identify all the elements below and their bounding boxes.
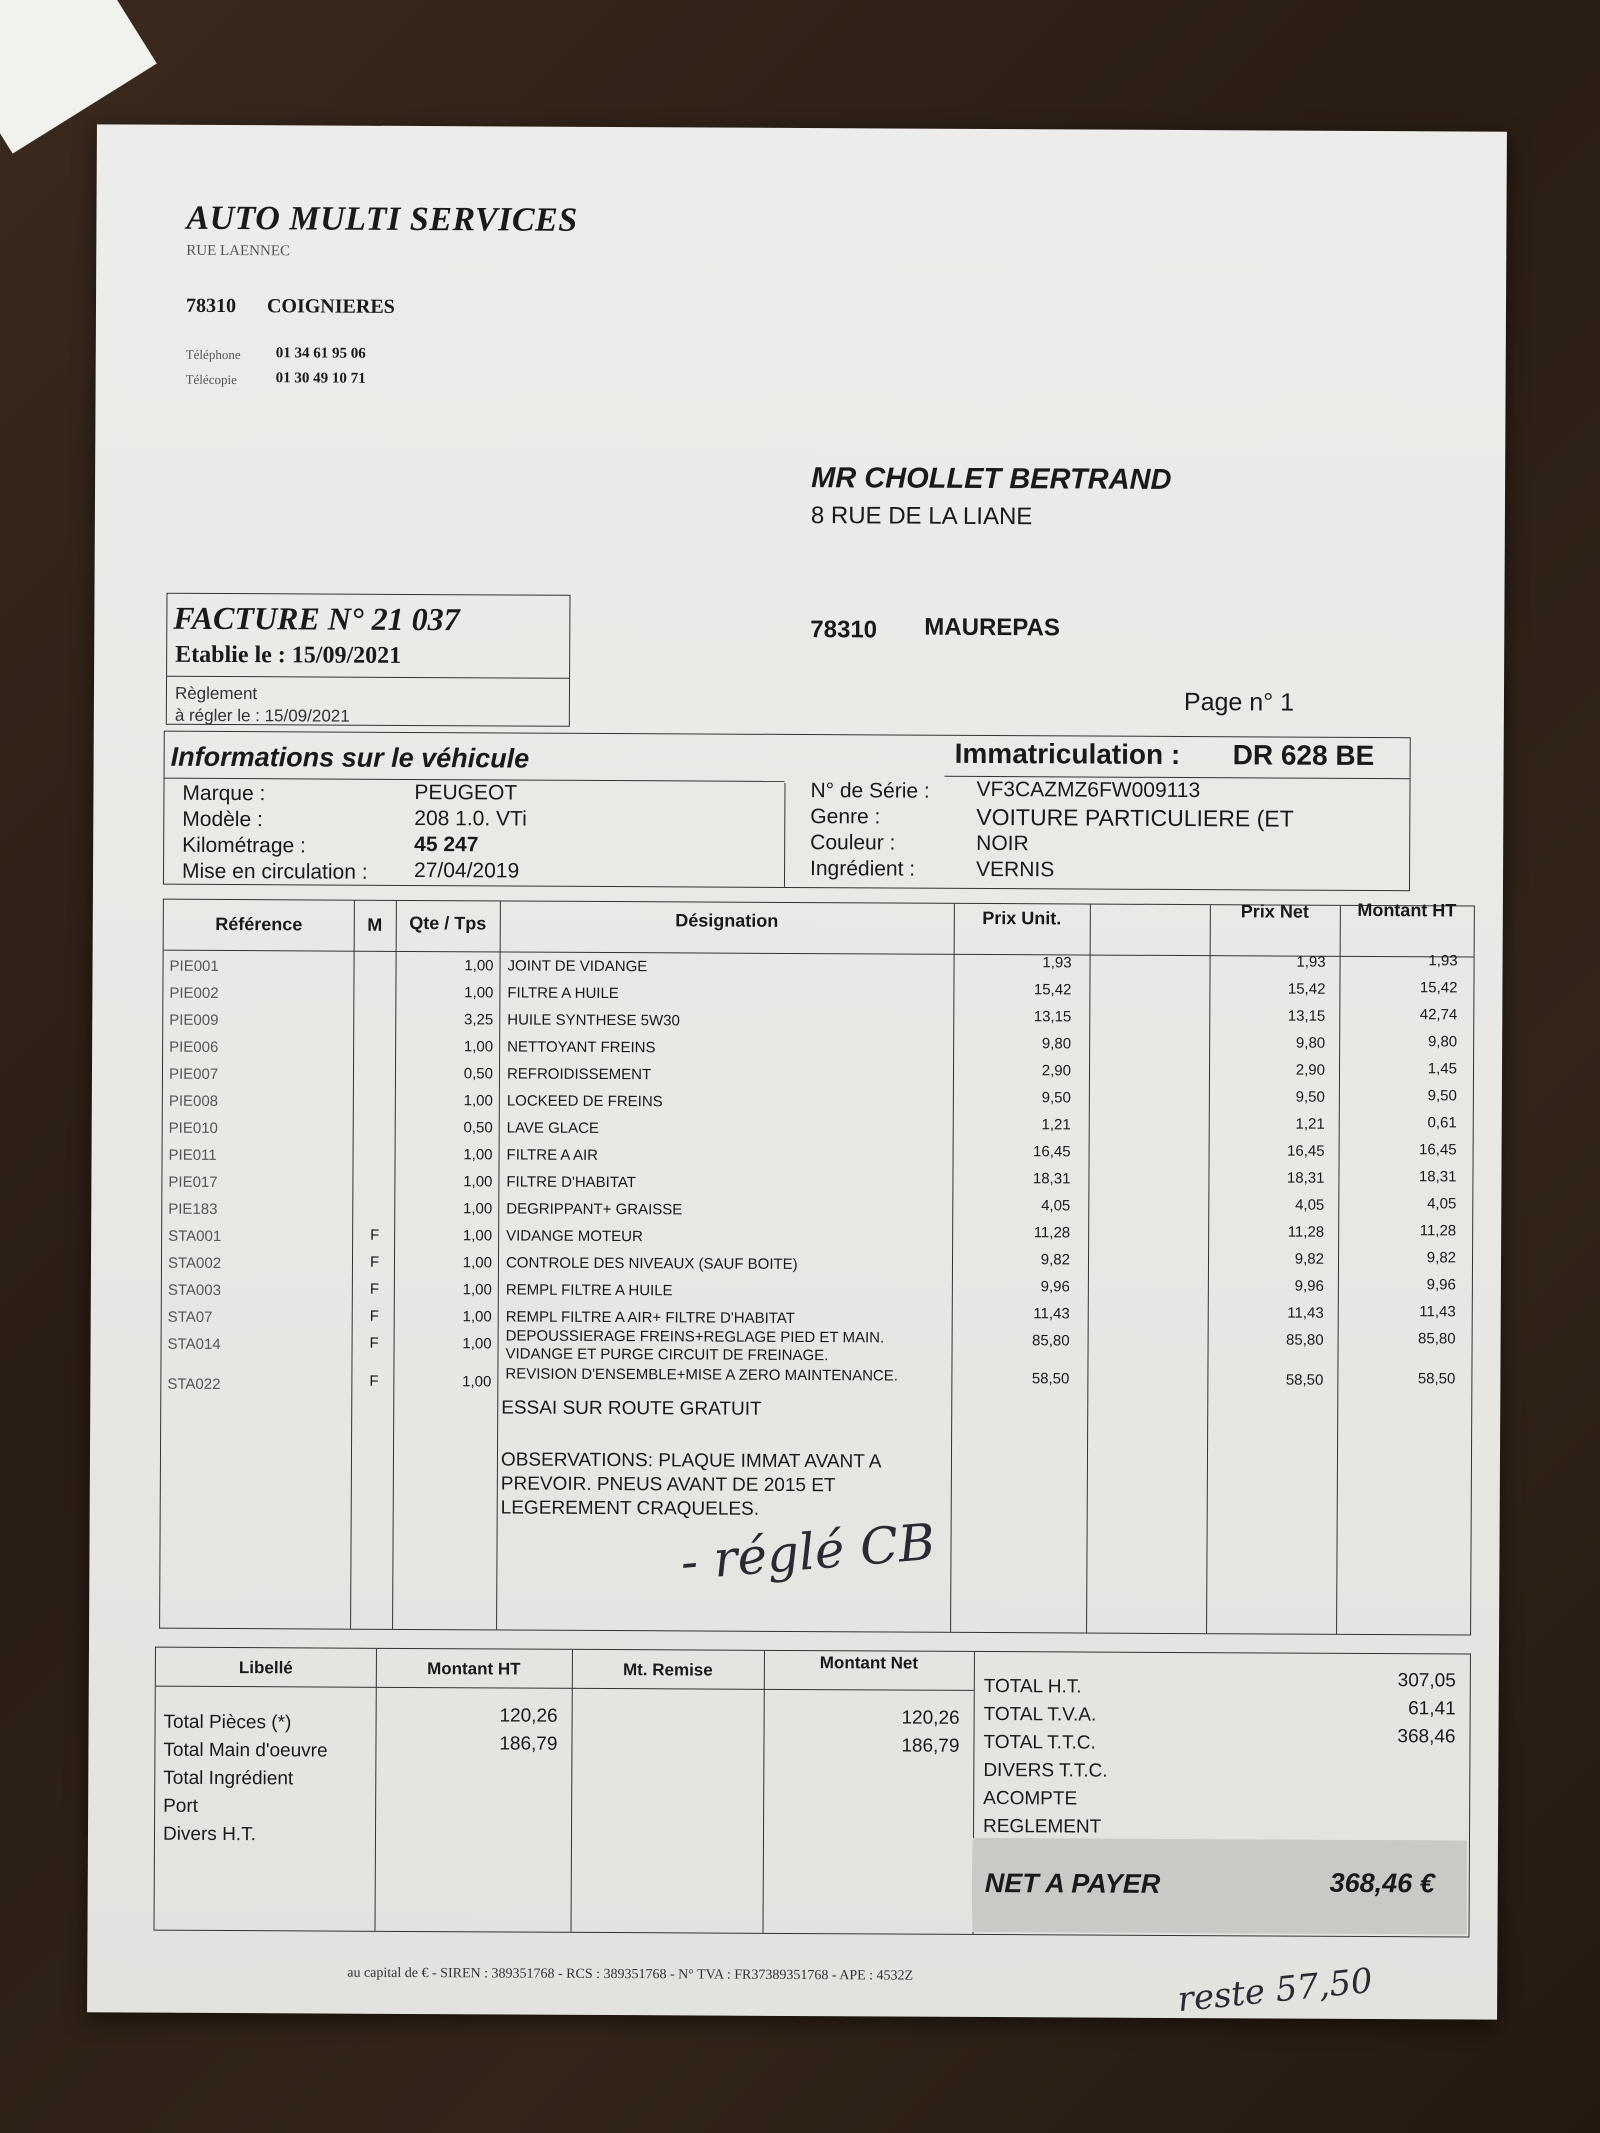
row-net-price: 15,42: [1287, 980, 1326, 998]
row-designation: REMPL FILTRE A HUILE: [505, 1281, 673, 1300]
row-amount: 42,74: [1419, 1006, 1458, 1024]
telephone-number: 01 34 61 95 06: [275, 345, 366, 362]
summary-row-label: Total Pièces (*): [163, 1711, 292, 1734]
divider: [784, 783, 786, 887]
row-reference: PIE017: [168, 1173, 218, 1191]
vehicle-brand: PEUGEOT: [414, 780, 518, 805]
color: NOIR: [976, 831, 1029, 856]
row-designation: REFROIDISSEMENT: [506, 1065, 652, 1084]
vehicle-brand-label: Marque :: [182, 781, 266, 806]
total-vat-value: 61,41: [1408, 1698, 1456, 1720]
row-reference: PIE008: [168, 1092, 219, 1110]
vehicle-section-title: Informations sur le véhicule: [170, 741, 530, 774]
client-street: 8 RUE DE LA LIANE: [810, 502, 1033, 531]
row-designation: FILTRE A AIR: [506, 1146, 599, 1164]
header-reference: Référence: [215, 913, 303, 935]
summary-row-label: Port: [163, 1795, 199, 1817]
payment-label: REGLEMENT: [982, 1815, 1102, 1838]
summary-row-net: 120,26: [901, 1707, 960, 1729]
telephone-label: Téléphone: [185, 346, 241, 363]
column-divider: [392, 901, 397, 1629]
row-amount: 11,28: [1419, 1222, 1457, 1240]
header-amount-ht: Montant HT: [427, 1659, 521, 1679]
header-unit-price: Prix Unit.: [982, 907, 1062, 929]
row-reference: PIE011: [168, 1146, 217, 1164]
row-quantity: 1,00: [463, 1038, 494, 1056]
row-designation: CONTROLE DES NIVEAUX (SAUF BOITE): [505, 1254, 798, 1274]
company-city-line: [186, 295, 395, 319]
fax-label: Télécopie: [185, 371, 237, 388]
row-amount: 1,93: [1428, 952, 1458, 970]
row-unit-price: 15,42: [1033, 981, 1072, 999]
row-m: F: [369, 1307, 379, 1325]
row-reference: STA014: [167, 1335, 221, 1353]
net-to-pay-label: NET A PAYER: [984, 1867, 1161, 1899]
row-designation-line-2: VIDANGE ET PURGE CIRCUIT DE FREINAGE.: [505, 1345, 829, 1365]
company-postal-code: 78310: [185, 294, 237, 318]
row-reference: PIE010: [168, 1119, 218, 1137]
row-quantity: 0,50: [463, 1065, 494, 1083]
misc-ttc-label: DIVERS T.T.C.: [983, 1759, 1108, 1782]
row-net-price: 1,21: [1295, 1115, 1325, 1133]
summary-table: [153, 1647, 1470, 1938]
company-name: AUTO MULTI SERVICES: [186, 199, 578, 239]
row-designation: LAVE GLACE: [506, 1119, 600, 1137]
invoice-title: FACTURE N° 21 037: [173, 599, 460, 638]
summary-row-net: 186,79: [901, 1735, 960, 1757]
fax-number: 01 30 49 10 71: [275, 370, 366, 387]
row-unit-price: 4,05: [1041, 1197, 1071, 1215]
row-reference: PIE007: [168, 1065, 219, 1083]
total-vat-label: TOTAL T.V.A.: [983, 1703, 1097, 1726]
header-amount: Montant HT: [1357, 899, 1457, 921]
row-m: F: [369, 1372, 379, 1390]
payment-due-date: à régler le : 15/09/2021: [174, 705, 350, 726]
items-table: [159, 899, 1475, 1636]
header-designation: Désignation: [675, 910, 779, 931]
row-designation: REMPL FILTRE A AIR+ FILTRE D'HABITAT: [505, 1308, 795, 1327]
row-quantity: 1,00: [462, 1227, 493, 1245]
row-unit-price: 9,82: [1040, 1251, 1071, 1269]
row-unit-price: 11,28: [1033, 1224, 1071, 1242]
invoice-date: Etablie le : 15/09/2021: [175, 641, 402, 669]
row-amount: 18,31: [1418, 1168, 1457, 1186]
row-m: F: [369, 1253, 380, 1271]
header-discount: Mt. Remise: [622, 1660, 713, 1680]
row-reference: STA001: [168, 1227, 222, 1245]
vehicle-model-label: Modèle :: [182, 807, 263, 832]
mileage-label: Kilométrage :: [182, 833, 306, 858]
row-quantity: 1,00: [463, 1092, 493, 1110]
row-reference: PIE001: [169, 957, 219, 975]
header-divider: [156, 1686, 974, 1691]
row-unit-price: 13,15: [1033, 1008, 1072, 1026]
serial-number-label: N° de Série :: [810, 779, 930, 803]
row-quantity: 1,00: [463, 1173, 493, 1191]
row-designation: LOCKEED DE FREINS: [506, 1092, 663, 1111]
row-reference: STA07: [167, 1308, 213, 1326]
row-designation: VIDANGE MOTEUR: [506, 1227, 643, 1246]
registration-label: Immatriculation :: [954, 737, 1181, 771]
net-to-pay-value: 368,46 €: [1329, 1867, 1435, 1899]
row-net-price: 11,43: [1287, 1304, 1324, 1322]
row-amount: 9,82: [1426, 1249, 1457, 1267]
observations-line-2: PREVOIR. PNEUS AVANT DE 2015 ET: [500, 1473, 836, 1497]
vehicle-type-label: Genre :: [810, 805, 881, 829]
total-ht-value: 307,05: [1397, 1670, 1456, 1692]
row-amount: 16,45: [1419, 1141, 1457, 1159]
total-ttc-value: 368,46: [1397, 1726, 1456, 1748]
invoice-number-box: [166, 593, 571, 727]
registration-number: DR 628 BE: [1232, 739, 1375, 772]
summary-row-label: Divers H.T.: [162, 1823, 256, 1846]
row-reference: PIE009: [169, 1011, 219, 1029]
client-postal-code: 78310: [810, 616, 878, 644]
column-divider: [1086, 905, 1091, 1633]
header-label: Libellé: [238, 1658, 293, 1678]
row-unit-price: 18,31: [1032, 1170, 1071, 1188]
row-net-price: 9,82: [1294, 1250, 1325, 1268]
row-unit-price: 9,80: [1041, 1035, 1072, 1053]
summary-row-ht: 186,79: [499, 1733, 558, 1755]
header-amount-net: Montant Net: [819, 1653, 919, 1673]
row-net-price: 18,31: [1286, 1169, 1325, 1187]
row-unit-price: 2,90: [1041, 1062, 1072, 1080]
road-test-note: ESSAI SUR ROUTE GRATUIT: [501, 1397, 762, 1420]
registration-date: 27/04/2019: [413, 858, 520, 883]
header-quantity: Qte / Tps: [409, 912, 487, 934]
row-m: F: [370, 1226, 380, 1244]
row-net-price: 9,80: [1295, 1034, 1326, 1052]
handwritten-paid-note: - réglé CB: [678, 1512, 938, 1592]
row-quantity: 0,50: [463, 1119, 493, 1137]
row-quantity: 1,00: [462, 1254, 493, 1272]
ingredient: VERNIS: [976, 857, 1055, 882]
row-net-price: 11,28: [1287, 1223, 1325, 1241]
row-net-price: 16,45: [1287, 1142, 1325, 1160]
row-quantity: 1,00: [463, 1200, 493, 1218]
row-unit-price: 58,50: [1031, 1370, 1070, 1388]
row-net-price: 9,50: [1295, 1088, 1325, 1106]
serial-number: VF3CAZMZ6FW009113: [976, 777, 1201, 803]
row-quantity: 3,25: [464, 1011, 494, 1029]
row-reference: PIE006: [169, 1038, 219, 1056]
row-net-price: 1,93: [1296, 953, 1326, 971]
row-quantity: 1,00: [462, 1281, 492, 1299]
row-unit-price: 9,50: [1041, 1089, 1071, 1107]
row-designation: FILTRE A HUILE: [507, 984, 619, 1003]
row-quantity: 1,00: [464, 984, 494, 1002]
row-designation: HUILE SYNTHESE 5W30: [507, 1011, 680, 1030]
observations-line-1: OBSERVATIONS: PLAQUE IMMAT AVANT A: [500, 1449, 882, 1473]
row-quantity: 1,00: [462, 1335, 492, 1353]
row-designation: REVISION D'ENSEMBLE+MISE A ZERO MAINTENANCE.: [505, 1365, 899, 1385]
total-ht-label: TOTAL H.T.: [983, 1675, 1082, 1698]
row-amount: 0,61: [1427, 1114, 1457, 1132]
row-designation: DEGRIPPANT+ GRAISSE: [506, 1200, 683, 1219]
company-street: RUE LAENNEC: [186, 242, 291, 260]
company-city: COIGNIERES: [266, 295, 395, 318]
payment-label: Règlement: [174, 683, 258, 704]
row-amount: 9,50: [1427, 1087, 1457, 1105]
column-divider: [496, 901, 501, 1629]
row-reference: STA002: [167, 1254, 222, 1272]
row-quantity: 1,00: [464, 957, 494, 975]
row-amount: 4,05: [1427, 1195, 1457, 1213]
row-quantity: 1,00: [462, 1308, 492, 1326]
row-amount: 15,42: [1419, 979, 1458, 997]
color-label: Couleur :: [810, 831, 896, 855]
net-to-pay-band: [972, 1838, 1466, 1935]
row-amount: 11,43: [1419, 1303, 1456, 1321]
invoice-document: [87, 124, 1507, 2019]
row-unit-price: 1,93: [1042, 954, 1072, 972]
row-net-price: 13,15: [1287, 1007, 1326, 1025]
row-reference: PIE183: [168, 1200, 218, 1218]
handwritten-remaining-note: reste 57,50: [1175, 1960, 1375, 2021]
row-unit-price: 9,96: [1040, 1278, 1070, 1296]
row-designation: DEPOUSSIERAGE FREINS+REGLAGE PIED ET MAIN.: [505, 1327, 885, 1347]
row-net-price: 2,90: [1295, 1061, 1326, 1079]
vehicle-info-box: [163, 731, 1411, 892]
column-divider: [570, 1650, 572, 1932]
summary-row-ht: 120,26: [499, 1705, 558, 1727]
vehicle-type: VOITURE PARTICULIERE (ET: [976, 803, 1294, 832]
ingredient-label: Ingrédient :: [810, 857, 916, 881]
divider: [167, 676, 569, 679]
summary-row-label: Total Main d'oeuvre: [163, 1739, 328, 1762]
column-divider: [350, 901, 355, 1629]
total-ttc-label: TOTAL T.T.C.: [983, 1731, 1096, 1754]
row-net-price: 9,96: [1294, 1277, 1324, 1295]
observations-line-3: LEGEREMENT CRAQUELES.: [500, 1497, 760, 1520]
client-name: MR CHOLLET BERTRAND: [811, 462, 1172, 496]
header-m: M: [367, 914, 383, 935]
row-net-price: 4,05: [1295, 1196, 1325, 1214]
row-amount: 1,45: [1427, 1060, 1458, 1078]
row-designation: NETTOYANT FREINS: [507, 1038, 656, 1057]
mileage: 45 247: [414, 832, 479, 857]
row-quantity: 1,00: [463, 1146, 493, 1164]
row-unit-price: 11,43: [1033, 1305, 1070, 1323]
column-divider: [762, 1651, 764, 1933]
row-quantity: 1,00: [462, 1373, 492, 1391]
row-m: F: [369, 1334, 379, 1352]
row-designation: JOINT DE VIDANGE: [507, 957, 648, 976]
summary-row-label: Total Ingrédient: [163, 1767, 294, 1790]
row-reference: PIE002: [169, 984, 219, 1002]
header-net-price: Prix Net: [1240, 901, 1309, 922]
row-unit-price: 16,45: [1032, 1143, 1071, 1161]
row-amount: 85,80: [1418, 1330, 1456, 1348]
deposit-label: ACOMPTE: [983, 1787, 1078, 1810]
row-m: F: [369, 1280, 380, 1298]
row-unit-price: 85,80: [1032, 1332, 1070, 1350]
row-designation: FILTRE D'HABITAT: [506, 1173, 637, 1192]
row-amount: 9,96: [1426, 1276, 1456, 1294]
registration-date-label: Mise en circulation :: [181, 859, 368, 884]
row-reference: STA003: [167, 1281, 221, 1299]
row-amount: 58,50: [1417, 1370, 1456, 1388]
row-unit-price: 1,21: [1041, 1116, 1071, 1134]
legal-footer: au capital de € - SIREN : 389351768 - RCS : 389351768 - N° TVA : FR37389351768 - APE : 4532Z: [347, 1965, 914, 1984]
column-divider: [374, 1649, 376, 1931]
vehicle-model: 208 1.0. VTi: [414, 806, 527, 831]
row-net-price: 58,50: [1285, 1371, 1324, 1389]
page-number: Page n° 1: [1183, 688, 1295, 717]
row-net-price: 85,80: [1286, 1331, 1324, 1349]
client-city: MAUREPAS: [924, 613, 1060, 642]
row-reference: STA022: [167, 1375, 221, 1393]
row-amount: 9,80: [1427, 1033, 1458, 1051]
